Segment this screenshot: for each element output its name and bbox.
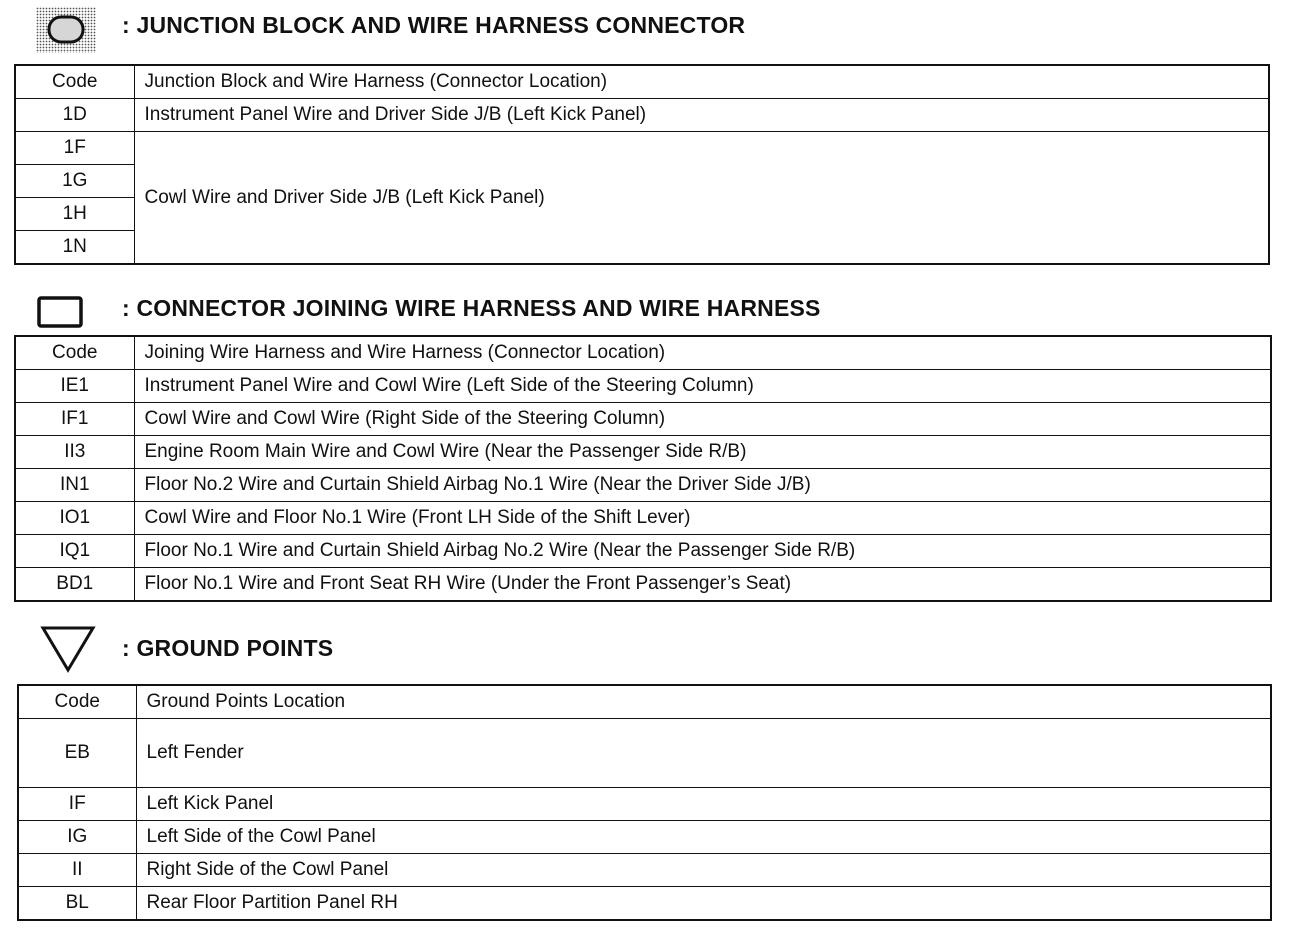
row-code: IG	[18, 821, 136, 854]
table-header-row	[15, 65, 1269, 99]
header-desc: Junction Block and Wire Harness (Connector Location)	[134, 65, 1269, 99]
table-row	[15, 568, 1271, 602]
row-code: BL	[18, 887, 136, 921]
row-desc: Cowl Wire and Cowl Wire (Right Side of the Steering Column)	[134, 403, 1271, 436]
section-title-connector: : CONNECTOR JOINING WIRE HARNESS AND WIRE HARNESS	[122, 295, 821, 321]
table-row	[15, 502, 1271, 535]
table-row	[18, 854, 1271, 887]
section-title-ground: : GROUND POINTS	[122, 635, 334, 661]
connector-rectangle-icon	[37, 296, 83, 328]
row-code: II3	[15, 436, 134, 469]
row-desc: Right Side of the Cowl Panel	[136, 854, 1271, 887]
junction-block-symbol-icon	[36, 7, 96, 53]
ground-table	[17, 684, 1272, 921]
row-desc: Floor No.1 Wire and Curtain Shield Airbag No.2 Wire (Near the Passenger Side R/B)	[134, 535, 1271, 568]
row-code: BD1	[15, 568, 134, 602]
row-code: 1F	[15, 132, 134, 165]
row-desc: Cowl Wire and Floor No.1 Wire (Front LH Side of the Shift Lever)	[134, 502, 1271, 535]
section-title-junction: : JUNCTION BLOCK AND WIRE HARNESS CONNECTOR	[122, 12, 746, 38]
row-desc: Instrument Panel Wire and Cowl Wire (Left Side of the Steering Column)	[134, 370, 1271, 403]
header-code: Code	[18, 685, 136, 719]
row-code: 1H	[15, 198, 134, 231]
row-desc: Left Fender	[136, 719, 1271, 788]
table-row	[18, 719, 1271, 788]
row-code: IN1	[15, 469, 134, 502]
row-code: IO1	[15, 502, 134, 535]
row-code: IE1	[15, 370, 134, 403]
row-desc: Engine Room Main Wire and Cowl Wire (Near the Passenger Side R/B)	[134, 436, 1271, 469]
row-desc: Floor No.2 Wire and Curtain Shield Airbag No.1 Wire (Near the Driver Side J/B)	[134, 469, 1271, 502]
table-row	[15, 370, 1271, 403]
junction-table	[14, 64, 1270, 265]
header-code: Code	[15, 336, 134, 370]
table-row	[18, 821, 1271, 854]
table-row	[15, 436, 1271, 469]
table-header-row	[18, 685, 1271, 719]
row-desc-merged: Cowl Wire and Driver Side J/B (Left Kick Panel)	[134, 132, 1269, 265]
header-desc: Joining Wire Harness and Wire Harness (Connector Location)	[134, 336, 1271, 370]
connector-table	[14, 335, 1272, 602]
row-code: 1D	[15, 99, 134, 132]
row-code: 1G	[15, 165, 134, 198]
table-row	[15, 403, 1271, 436]
row-desc: Left Kick Panel	[136, 788, 1271, 821]
table-row	[15, 469, 1271, 502]
row-code: IF	[18, 788, 136, 821]
row-desc: Floor No.1 Wire and Front Seat RH Wire (Under the Front Passenger’s Seat)	[134, 568, 1271, 602]
row-desc: Instrument Panel Wire and Driver Side J/B (Left Kick Panel)	[134, 99, 1269, 132]
table-row	[18, 887, 1271, 921]
row-code: IQ1	[15, 535, 134, 568]
table-row	[15, 132, 1269, 165]
ground-triangle-icon	[40, 624, 96, 674]
row-desc: Left Side of the Cowl Panel	[136, 821, 1271, 854]
header-desc: Ground Points Location	[136, 685, 1271, 719]
header-code: Code	[15, 65, 134, 99]
row-code: IF1	[15, 403, 134, 436]
row-code: EB	[18, 719, 136, 788]
row-desc: Rear Floor Partition Panel RH	[136, 887, 1271, 921]
table-row	[15, 99, 1269, 132]
table-row	[15, 535, 1271, 568]
table-row	[18, 788, 1271, 821]
table-header-row	[15, 336, 1271, 370]
row-code: 1N	[15, 231, 134, 265]
row-code: II	[18, 854, 136, 887]
